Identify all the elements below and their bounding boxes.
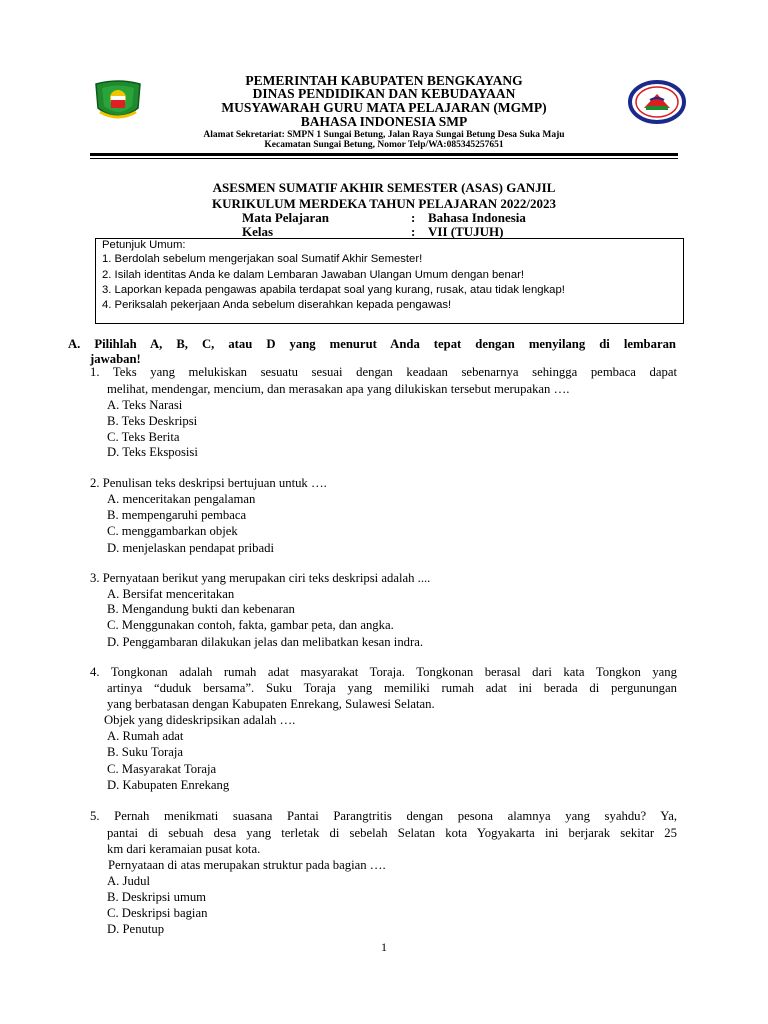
- question-4-prompt: Objek yang dideskripsikan adalah ….: [104, 713, 296, 727]
- question-5-option-c: C. Deskripsi bagian: [107, 906, 208, 920]
- section-instruction-cont: jawaban!: [90, 352, 141, 366]
- question-1-text-cont: melihat, mendengar, mencium, dan merasakan apa yang dilukiskan tersebut merupakan ….: [107, 382, 570, 396]
- exam-title-1: ASESMEN SUMATIF AKHIR SEMESTER (ASAS) GANJIL: [212, 180, 556, 195]
- instruction-item: 2. Isilah identitas Anda ke dalam Lembaran Jawaban Ulangan Umum dengan benar!: [102, 269, 525, 281]
- question-1-text: 1. Teks yang melukiskan sesuatu sesuai dengan keadaan sebenarnya sehingga pembaca dapat: [90, 365, 677, 379]
- question-5-option-a: A. Judul: [107, 874, 150, 888]
- letterhead-rule-thick: [90, 153, 678, 156]
- header-address-2: Kecamatan Sungai Betung, Nomor Telp/WA:085345257651: [264, 140, 504, 150]
- page-number: 1: [381, 940, 387, 954]
- question-2-option-d: D. menjelaskan pendapat pribadi: [107, 541, 274, 555]
- question-5-option-b: B. Deskripsi umum: [107, 890, 207, 904]
- instruction-item: 1. Berdolah sebelum mengerjakan soal Sumatif Akhir Semester!: [102, 253, 423, 265]
- question-3-option-c: C. Menggunakan contoh, fakta, gambar peta, dan angka.: [107, 618, 394, 632]
- question-3-option-b: B. Mengandung bukti dan kebenaran: [107, 602, 295, 616]
- instruction-item: 3. Laporkan kepada pengawas apabila terdapat soal yang kurang, rusak, atau tidak lengkap!: [102, 284, 565, 296]
- question-1-option-a: A. Teks Narasi: [107, 398, 183, 412]
- question-4-option-b: B. Suku Toraja: [107, 745, 184, 759]
- header-government: PEMERINTAH KABUPATEN BENGKAYANG: [245, 73, 523, 88]
- instruction-item: 4. Periksalah pekerjaan Anda sebelum diserahkan kepada pengawas!: [102, 299, 452, 311]
- question-1-option-b: B. Teks Deskripsi: [107, 414, 198, 428]
- question-4-option-c: C. Masyarakat Toraja: [107, 762, 217, 776]
- question-4-text-cont: yang berbatasan dengan Kabupaten Enrekang, Sulawesi Selatan.: [107, 697, 435, 711]
- header-department: DINAS PENDIDIKAN DAN KEBUDAYAAN: [252, 86, 516, 101]
- instructions-box: [95, 238, 684, 324]
- header-subject: BAHASA INDONESIA SMP: [300, 114, 468, 129]
- question-1-option-d: D. Teks Eksposisi: [107, 445, 198, 459]
- question-5-text-cont: pantai di sebuah desa yang terletak di sebelah Selatan kota Yogyakarta ini berjarak sekitar 25: [107, 826, 677, 840]
- question-2-option-b: B. mempengaruhi pembaca: [107, 508, 247, 522]
- question-4-text: 4. Tongkonan adalah rumah adat masyarakat Toraja. Tongkonan berasal dari kata Tongkon yang: [90, 665, 677, 679]
- header-address-1: Alamat Sekretariat: SMPN 1 Sungai Betung, Jalan Raya Sungai Betung Desa Suka Maju: [203, 130, 565, 140]
- letterhead-rule-thin: [90, 158, 678, 159]
- question-5-prompt: Pernyataan di atas merupakan struktur pada bagian ….: [108, 858, 386, 872]
- exam-title-2: KURIKULUM MERDEKA TAHUN PELAJARAN 2022/2023: [211, 196, 557, 211]
- class-label: Kelas: [242, 224, 274, 239]
- question-3-text: 3. Pernyataan berikut yang merupakan ciri teks deskripsi adalah ....: [90, 571, 431, 585]
- question-2-option-c: C. menggambarkan objek: [107, 524, 238, 538]
- header-mgmp: MUSYAWARAH GURU MATA PELAJARAN (MGMP): [221, 100, 547, 115]
- question-2-option-a: A. menceritakan pengalaman: [107, 492, 256, 506]
- class-separator: :: [411, 224, 416, 239]
- subject-label: Mata Pelajaran: [242, 210, 330, 225]
- question-5-option-d: D. Penutup: [107, 922, 165, 936]
- question-4-option-a: A. Rumah adat: [107, 729, 184, 743]
- question-3-option-a: A. Bersifat menceritakan: [107, 587, 235, 601]
- question-5-text-cont: km dari keramaian pusat kota.: [107, 842, 261, 856]
- question-2-text: 2. Penulisan teks deskripsi bertujuan untuk ….: [90, 476, 327, 490]
- subject-separator: :: [411, 210, 416, 225]
- question-5-text: 5. Pernah menikmati suasana Pantai Parangtritis dengan pesona alamnya yang syahdu? Ya,: [90, 809, 677, 823]
- question-1-option-c: C. Teks Berita: [107, 430, 180, 444]
- instructions-heading: Petunjuk Umum:: [102, 239, 186, 251]
- subject-value: Bahasa Indonesia: [428, 210, 526, 225]
- class-value: VII (TUJUH): [428, 224, 504, 239]
- question-3-option-d: D. Penggambaran dilakukan jelas dan melibatkan kesan indra.: [107, 635, 424, 649]
- question-4-option-d: D. Kabupaten Enrekang: [107, 778, 230, 792]
- question-4-text-cont: artinya “duduk bersama”. Suku Toraja yang memiliki rumah adat ini berada di pergunungan: [107, 681, 677, 695]
- section-instruction: A. Pilihlah A, B, C, atau D yang menurut Anda tepat dengan menyilang di lembaran: [68, 337, 676, 351]
